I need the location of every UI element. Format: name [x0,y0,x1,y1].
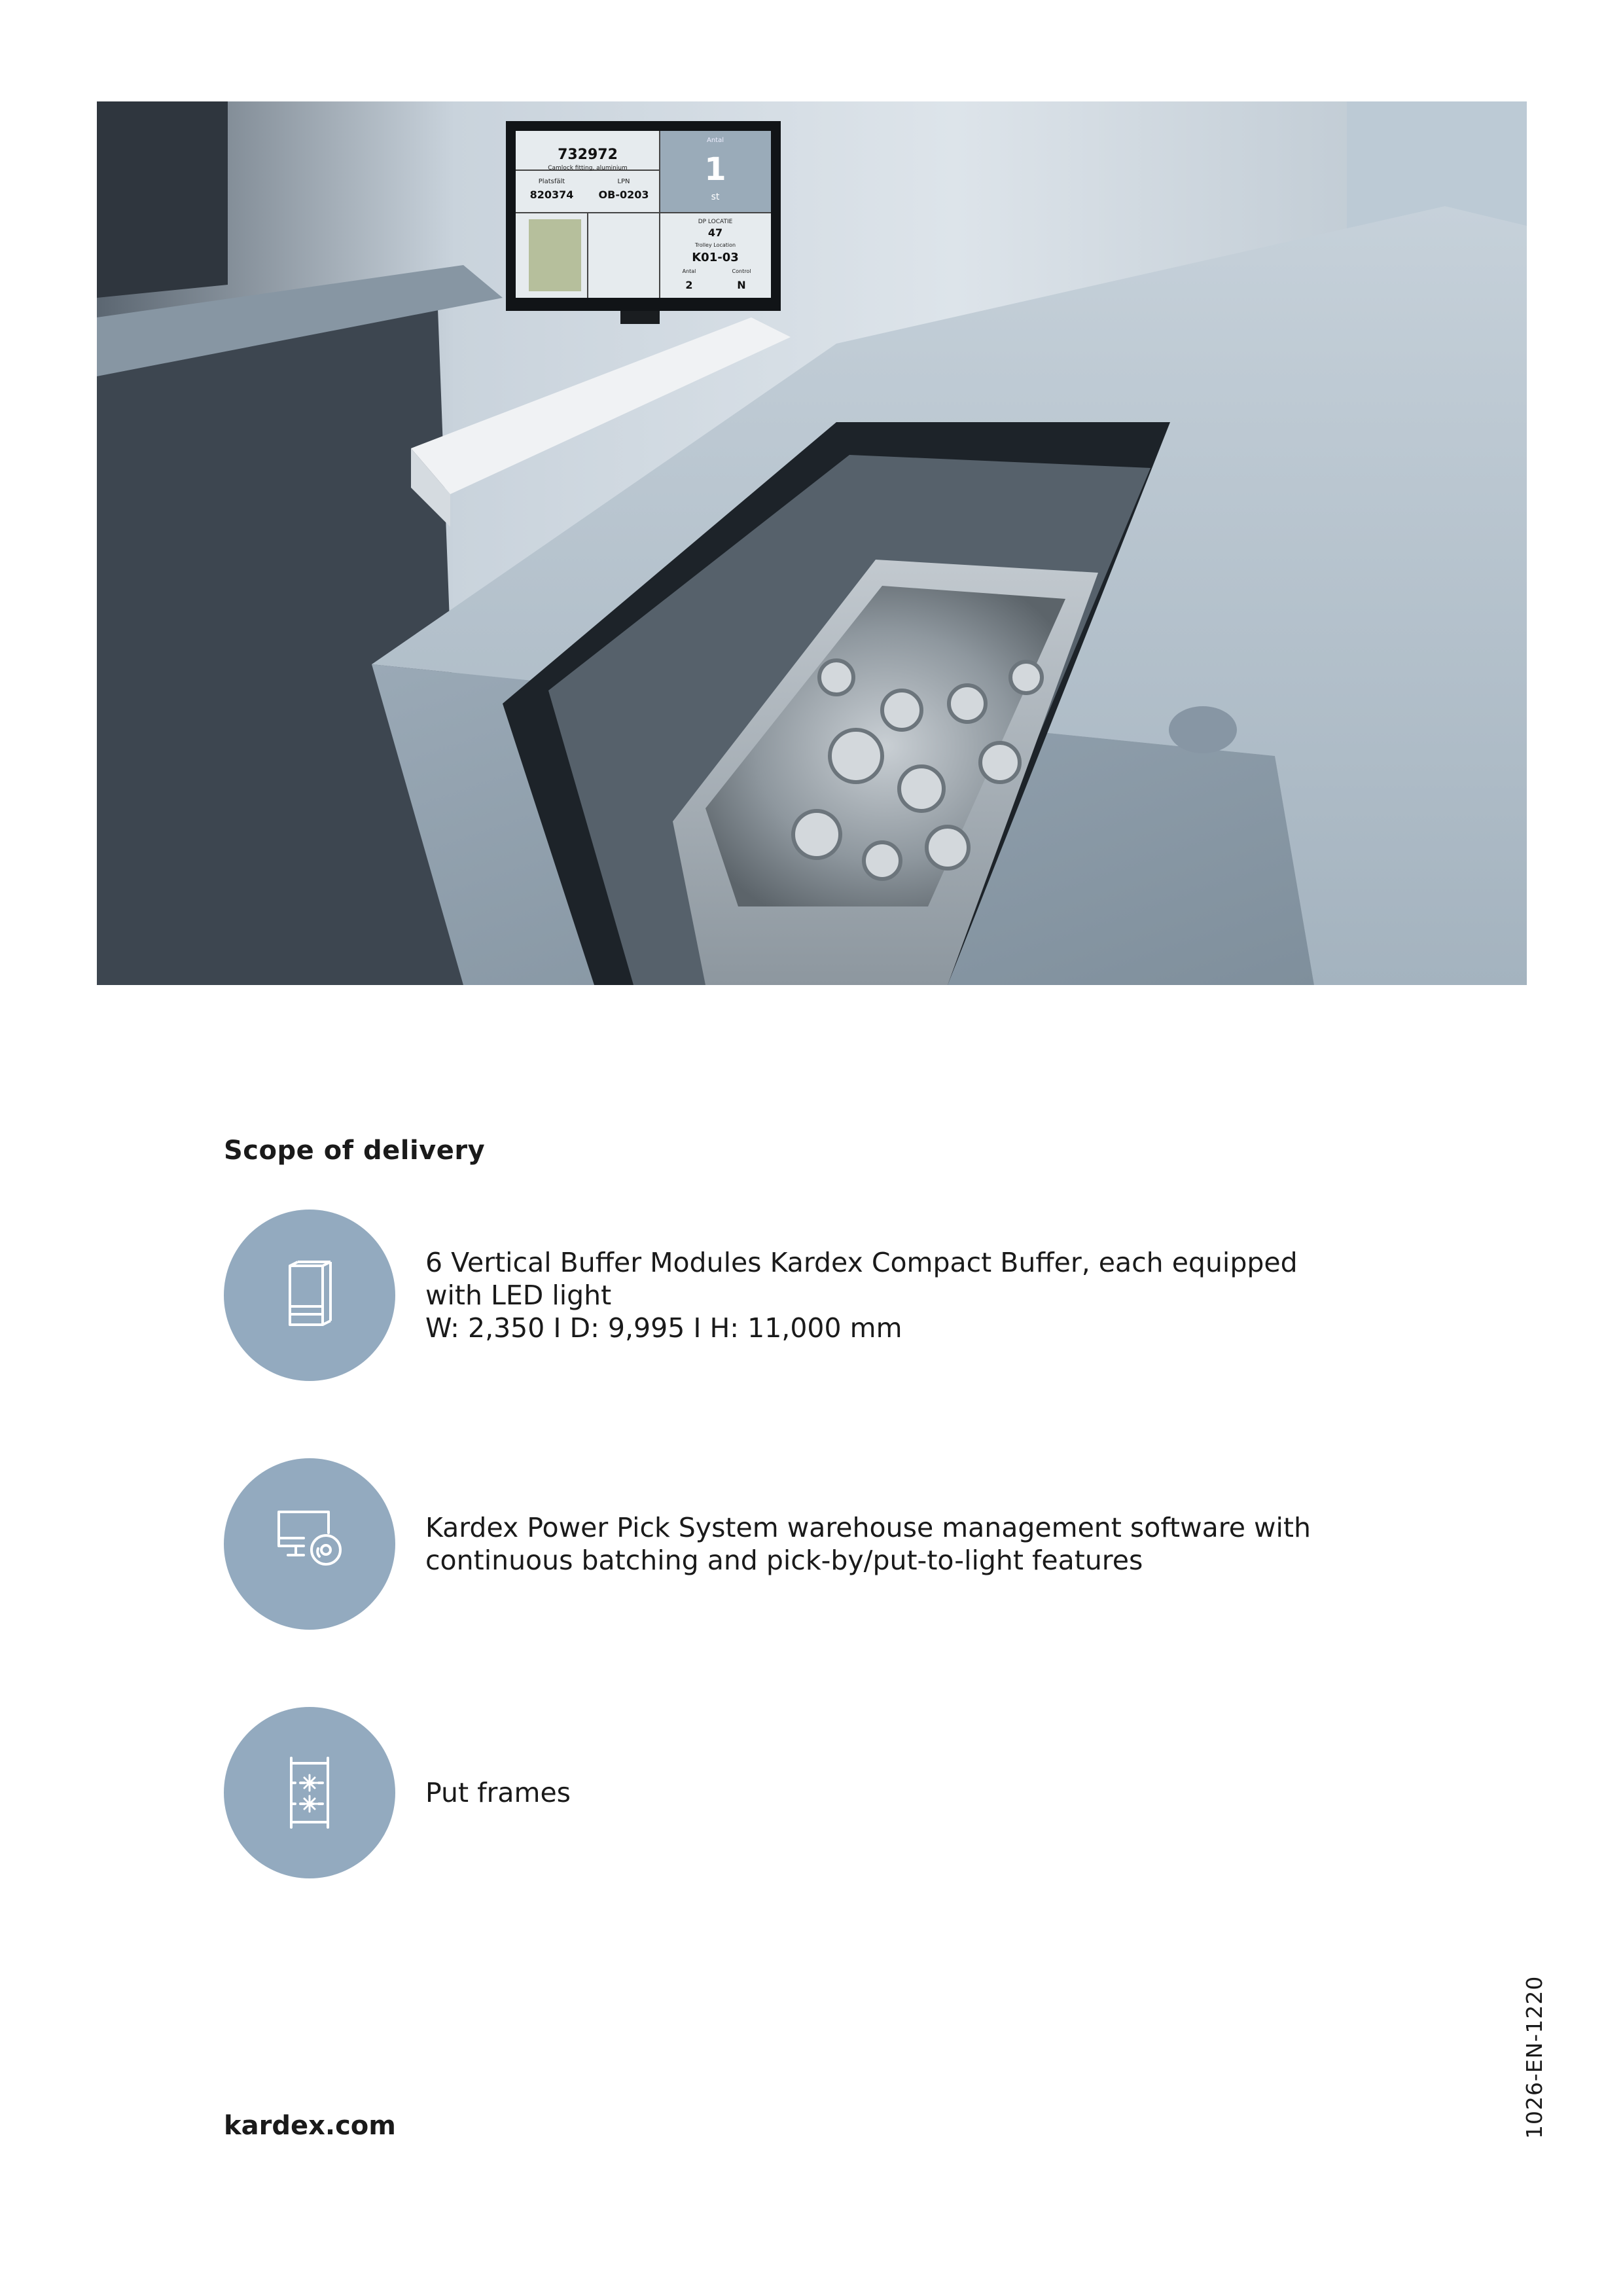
screen-lpn-label: LPN [617,178,630,185]
item-line: continuous batching and pick-by/put-to-light features [425,1545,1143,1576]
screen-platser-value: 820374 [529,188,574,201]
item-line: Put frames [425,1777,571,1808]
item-line: W: 2,350 I D: 9,995 I H: 11,000 mm [425,1312,902,1344]
screen-order-no: 732972 [558,147,618,163]
screen-dp-value: 47 [707,226,723,239]
screen-right-value: N [737,279,746,291]
icon-circle [224,1210,395,1381]
screen-description: Camlock fitting, aluminium [548,165,628,171]
item-text [425,1707,1329,1878]
product-photo [97,101,1527,985]
icon-circle [224,1458,395,1630]
screen-left-value: 2 [685,279,693,291]
item-line: Kardex Power Pick System warehouse management software with [425,1512,1311,1543]
icon-circle [224,1707,395,1878]
delivery-item-buffer-modules [224,1210,1336,1381]
delivery-item-put-frames [224,1707,1336,1878]
document-code: 1026-EN-1220 [1522,1975,1547,2139]
monitor-disc-icon [224,1458,395,1630]
cabinet-icon [224,1210,395,1381]
screen-dp-label: DP LOCATIE [698,219,733,225]
screen-left-label: Antal [682,268,696,274]
screen-qty-label: Antal [706,137,724,144]
screen-platser-label: Platsfält [538,178,565,185]
item-text [425,1210,1329,1381]
screen-trolley-value: K01-03 [692,251,739,264]
item-line: with LED light [425,1280,612,1311]
screen-qty-value: 1 [704,151,726,188]
photo-illustration [97,101,1527,985]
delivery-item-software [224,1458,1336,1630]
screen-right-label: Control [732,268,751,274]
screen-qty-unit: st [711,192,720,202]
section-title: Scope of delivery [224,1136,486,1166]
screen-lpn-value: OB-0203 [598,188,649,201]
footer-url[interactable]: kardex.com [224,2111,396,2141]
item-text [425,1458,1329,1630]
screen-trolley-label: Trolley Location [694,242,736,248]
put-frame-icon [224,1707,395,1878]
item-line: 6 Vertical Buffer Modules Kardex Compact Buffer, each equipped [425,1247,1298,1278]
